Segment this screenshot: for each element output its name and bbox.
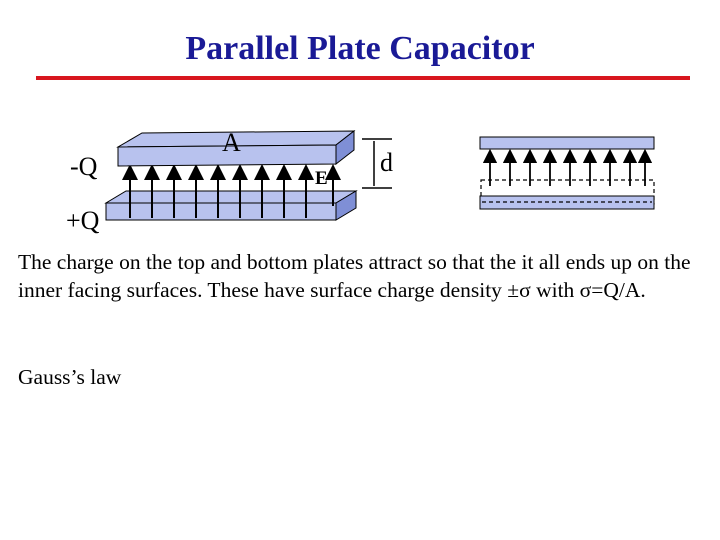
bottom-plate [106, 191, 356, 220]
gauss-law-heading: Gauss’s law [18, 365, 122, 389]
top-charge-label: -Q [70, 152, 98, 181]
bottom-charge-label: +Q [66, 206, 100, 235]
field-arrows-side [490, 156, 645, 186]
area-label: A [222, 128, 241, 157]
explanation-paragraph: The charge on the top and bottom plates attract so that the it all ends up on the inner facing surfaces. These have surface charge density ±σ with σ=Q/A. [18, 250, 691, 302]
side-view-top-plate [480, 137, 654, 149]
field-label: E [315, 168, 328, 189]
separation-label: d [380, 148, 393, 177]
page-title: Parallel Plate Capacitor [185, 30, 535, 67]
